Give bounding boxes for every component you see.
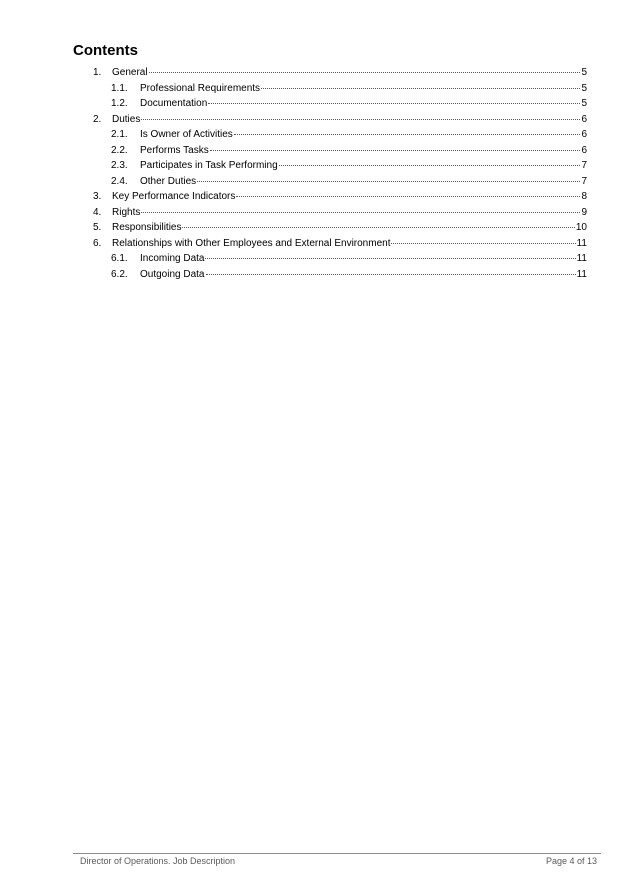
toc-entry-number: 1. xyxy=(93,67,102,78)
toc-entry-title: Relationships with Other Employees and External Environment xyxy=(112,237,391,249)
toc-entry-number: 2. xyxy=(93,113,102,125)
toc-entry-title: Professional Requirements xyxy=(140,82,261,94)
toc-entry-title: Key Performance Indicators xyxy=(112,191,236,202)
toc-dot-leader xyxy=(236,186,580,197)
toc-entry-number: 1.1. xyxy=(111,82,128,94)
toc-entry-number: 2.1. xyxy=(111,129,128,140)
toc-entry-page: 5 xyxy=(581,82,587,94)
toc-entry-page: 6 xyxy=(581,144,587,156)
toc-entry-number: 2.3. xyxy=(111,160,128,171)
toc-entry-title: Other Duties xyxy=(140,175,197,187)
toc-entry-page: 5 xyxy=(581,67,587,78)
toc-entry-number: 2.4. xyxy=(111,175,128,187)
footer-document-title: Director of Operations. Job Description xyxy=(80,856,236,866)
toc-entry-title: Duties xyxy=(112,113,141,125)
toc-entry-page: 6 xyxy=(581,113,587,125)
toc-heading: Contents xyxy=(73,42,138,59)
toc-entry-number: 3. xyxy=(93,191,102,202)
toc-dot-leader xyxy=(149,62,581,73)
toc-entry-page: 6 xyxy=(581,129,587,140)
toc-entry-number: 6.1. xyxy=(111,253,128,264)
toc-dot-leader xyxy=(141,109,580,120)
toc-entry-number: 4. xyxy=(93,206,102,218)
toc-entry-number: 5. xyxy=(93,222,102,233)
toc-entry-title: Rights xyxy=(112,206,141,218)
toc-entry-page: 11 xyxy=(576,253,587,264)
toc-entry[interactable] xyxy=(111,266,587,281)
toc-dot-leader xyxy=(141,202,580,213)
toc-dot-leader xyxy=(210,140,581,151)
toc-entry-page: 11 xyxy=(576,237,587,249)
toc-entry-title: Participates in Task Performing xyxy=(140,160,278,171)
toc-entry-page: 7 xyxy=(581,160,587,171)
toc-dot-leader xyxy=(208,93,580,104)
footer-page-number: Page 4 of 13 xyxy=(545,856,597,866)
toc-entry-page: 9 xyxy=(581,206,587,218)
toc-entry-page: 8 xyxy=(581,191,587,202)
toc-entry-page: 10 xyxy=(575,222,587,233)
toc-entry-title: Responsibilities xyxy=(112,222,182,233)
toc-entry-page: 5 xyxy=(581,98,587,109)
toc-entry-number: 2.2. xyxy=(111,144,128,156)
toc-dot-leader xyxy=(206,264,576,275)
toc-dot-leader xyxy=(182,217,574,228)
toc-entry-title: Is Owner of Activities xyxy=(140,129,233,140)
toc-entry-number: 6. xyxy=(93,237,102,249)
toc-entry-title: Documentation xyxy=(140,98,208,109)
toc-entry-page: 7 xyxy=(581,175,587,187)
toc-entry-title: Outgoing Data xyxy=(140,268,205,280)
toc-entry-title: General xyxy=(112,67,148,78)
toc-dot-leader xyxy=(261,78,580,89)
toc-entry-page: 11 xyxy=(576,268,587,280)
toc-entry-title: Incoming Data xyxy=(140,253,205,264)
toc-entry-number: 6.2. xyxy=(111,268,128,280)
footer-divider xyxy=(73,853,601,854)
toc-dot-leader xyxy=(205,248,575,259)
toc-entry-number: 1.2. xyxy=(111,98,128,109)
toc-dot-leader xyxy=(234,124,581,135)
toc-dot-leader xyxy=(391,233,575,244)
toc-dot-leader xyxy=(197,171,580,182)
toc-dot-leader xyxy=(279,155,581,166)
toc-entry-title: Performs Tasks xyxy=(140,144,209,156)
